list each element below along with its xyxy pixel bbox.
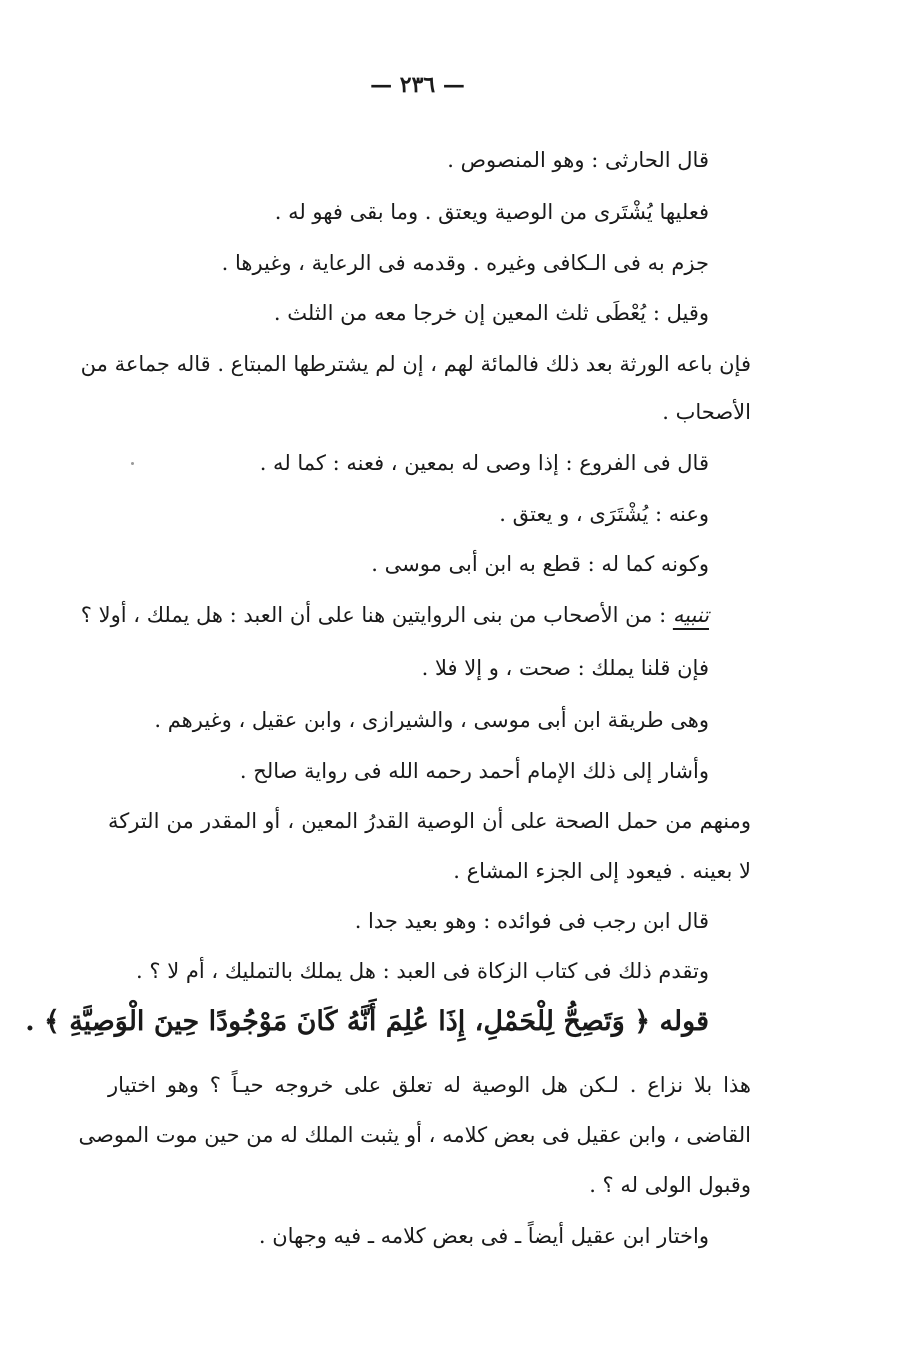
quran-text: ﴿ وَتَصِحُّ لِلْحَمْلِ، إِذَا عُلِمَ أَنَّهُ كَانَ مَوْجُودًا حِينَ الْوَصِيَّةِ ﴾ . [25, 1006, 651, 1037]
quran-lead: قوله [659, 1006, 709, 1037]
text-line: قال فى الفروع : إذا وصى له بمعين ، فعنه : كما له . [259, 451, 709, 475]
text-line: وأشار إلى ذلك الإمام أحمد رحمه الله فى رواية صالح . [239, 759, 709, 783]
tanbih-label: تنبيه [672, 603, 709, 627]
text-line: وهى طريقة ابن أبى موسى ، والشيرازى ، وابن عقيل ، وغيرهم . [154, 708, 709, 732]
paper-speck [131, 462, 134, 465]
text-line: فإن قلنا يملك : صحت ، و إلا فلا . [421, 656, 709, 680]
text-line: قال ابن رجب فى فوائده : وهو بعيد جدا . [354, 909, 709, 933]
text-line: وقيل : يُعْطَى ثلث المعين إن خرجا معه من الثلث . [273, 301, 709, 325]
text-line: القاضى ، وابن عقيل فى بعض كلامه ، أو يثبت الملك له من حين موت الموصى [78, 1123, 751, 1147]
text-line: وعنه : يُشْتَرَى ، و يعتق . [499, 502, 709, 526]
text-line: وكونه كما له : قطع به ابن أبى موسى . [371, 552, 709, 576]
quran-verse [25, 1004, 709, 1040]
tanbih-line: تنبيه : من الأصحاب من بنى الروايتين هنا على أن العبد : هل يملك ، أولا ؟ [80, 603, 709, 627]
text-line: الأصحاب . [662, 400, 751, 424]
text-line: ومنهم من حمل الصحة على أن الوصية القدرُ المعين ، أو المقدر من التركة [108, 809, 751, 833]
text-line: واختار ابن عقيل أيضاً ـ فى بعض كلامه ـ فيه وجهان . [258, 1224, 709, 1248]
text-line: وقبول الولى له ؟ . [589, 1173, 751, 1197]
text-line: فعليها يُشْتَرى من الوصية ويعتق . وما بقى فهو له . [274, 200, 709, 224]
text-line: لا بعينه . فيعود إلى الجزء المشاع . [453, 859, 751, 883]
text-line: فإن باعه الورثة بعد ذلك فالمائة لهم ، إن لم يشترطها المبتاع . قاله جماعة من [80, 352, 751, 376]
page-number: — ٢٣٦ — [370, 72, 465, 98]
text-line: جزم به فى الـكافى وغيره . وقدمه فى الرعاية ، وغيرها . [221, 251, 709, 275]
text-line: قال الحارثى : وهو المنصوص . [447, 148, 709, 172]
text-line: وتقدم ذلك فى كتاب الزكاة فى العبد : هل يملك بالتمليك ، أم لا ؟ . [136, 959, 709, 983]
tanbih-text: من الأصحاب من بنى الروايتين هنا على أن العبد : هل يملك ، أولا ؟ [80, 603, 653, 627]
text-line: هذا بلا نزاع . لـكن هل الوصية له تعلق على خروجه حيـاً ؟ وهو اختيار [108, 1073, 751, 1097]
